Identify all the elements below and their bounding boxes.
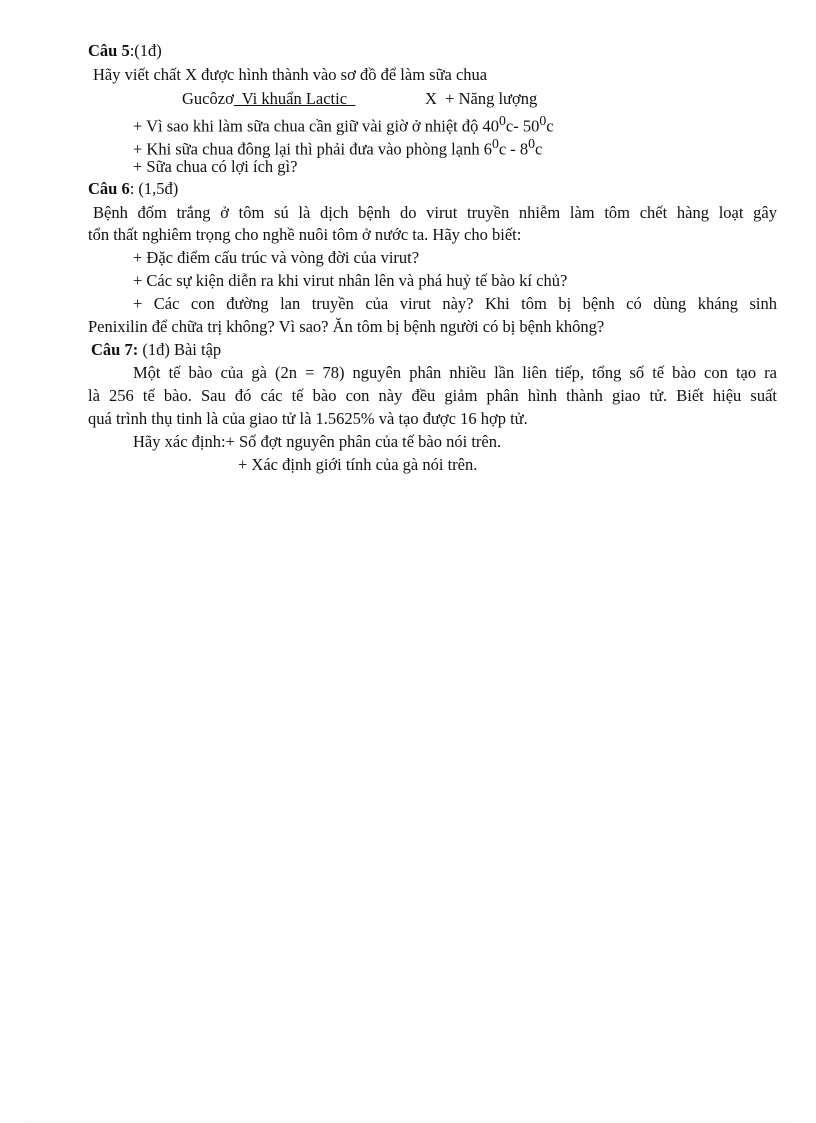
q6-item-1: + Đặc điểm cấu trúc và vòng đời của virut? <box>133 248 420 267</box>
q7-paragraph-line-3: quá trình thụ tinh là của giao tử là 1.5625% và tạo được 16 hợp tử. <box>88 409 528 428</box>
scheme-extra: + Năng lượng <box>445 89 538 108</box>
scheme-product: X <box>425 89 437 108</box>
q5-item-1: + Vì sao khi làm sữa chua cần giữ vài giờ ở nhiệt độ $40^0c-$ $50^0c$ <box>133 113 554 136</box>
q5-item-3: + Sữa chua có lợi ích gì? <box>133 157 298 176</box>
q5-heading: Câu 5 <box>88 41 130 60</box>
scheme-agent: Vi khuẩn Lactic <box>233 89 356 108</box>
q6-title <box>88 178 178 200</box>
q5-points: :(1đ) <box>129 41 162 60</box>
q5-item-2: + Khi sữa chua đông lại thì phải đưa vào phòng lạnh $6^0c - 8^0c$ <box>133 136 543 159</box>
q7-ask-2: + Xác định giới tính của gà nói trên. <box>238 455 478 474</box>
q5-intro: Hãy viết chất X được hình thành vào sơ đồ để làm sữa chua <box>93 65 488 84</box>
q5-scheme-right <box>425 88 537 110</box>
q6-points: : (1,5đ) <box>129 179 179 198</box>
q7-paragraph-line-1: Một tế bào của gà (2n = 78) nguyên phân nhiều lần liên tiếp, tổng số tế bào con tạo ra <box>133 363 777 382</box>
q6-item-3-line-2: Penixilin để chữa trị không? Vì sao? Ăn tôm bị bệnh người có bị bệnh không? <box>88 317 605 336</box>
q7-ask-1: Hãy xác định:+ Số đợt nguyên phân của tế bào nói trên. <box>133 432 502 451</box>
q5-scheme <box>182 88 355 110</box>
q7-paragraph-line-2: là 256 tế bào. Sau đó các tế bào con này đều giảm phân hình thành giao tử. Biết hiệu suất <box>88 386 777 405</box>
q6-heading: Câu 6 <box>88 179 130 198</box>
q7-heading: Câu 7: <box>91 340 139 359</box>
q7-points: (1đ) Bài tập <box>138 340 222 359</box>
q6-paragraph-line-2: tổn thất nghiêm trọng cho nghề nuôi tôm ở nước ta. Hãy cho biết: <box>88 225 522 244</box>
q5-title <box>88 40 162 62</box>
scheme-substrate: Gucôzơ <box>182 89 234 108</box>
q6-item-3-line-1: + Các con đường lan truyền của virut này? Khi tôm bị bệnh có dùng kháng sinh <box>133 294 777 313</box>
page-bottom-divider <box>24 1121 792 1122</box>
q6-paragraph-line-1: Bệnh đốm trắng ở tôm sú là dịch bệnh do virut truyền nhiễm làm tôm chết hàng loạt gây <box>93 203 777 222</box>
q7-title <box>91 339 221 361</box>
q6-item-2: + Các sự kiện diễn ra khi virut nhân lên và phá huỷ tế bào kí chủ? <box>133 271 568 290</box>
